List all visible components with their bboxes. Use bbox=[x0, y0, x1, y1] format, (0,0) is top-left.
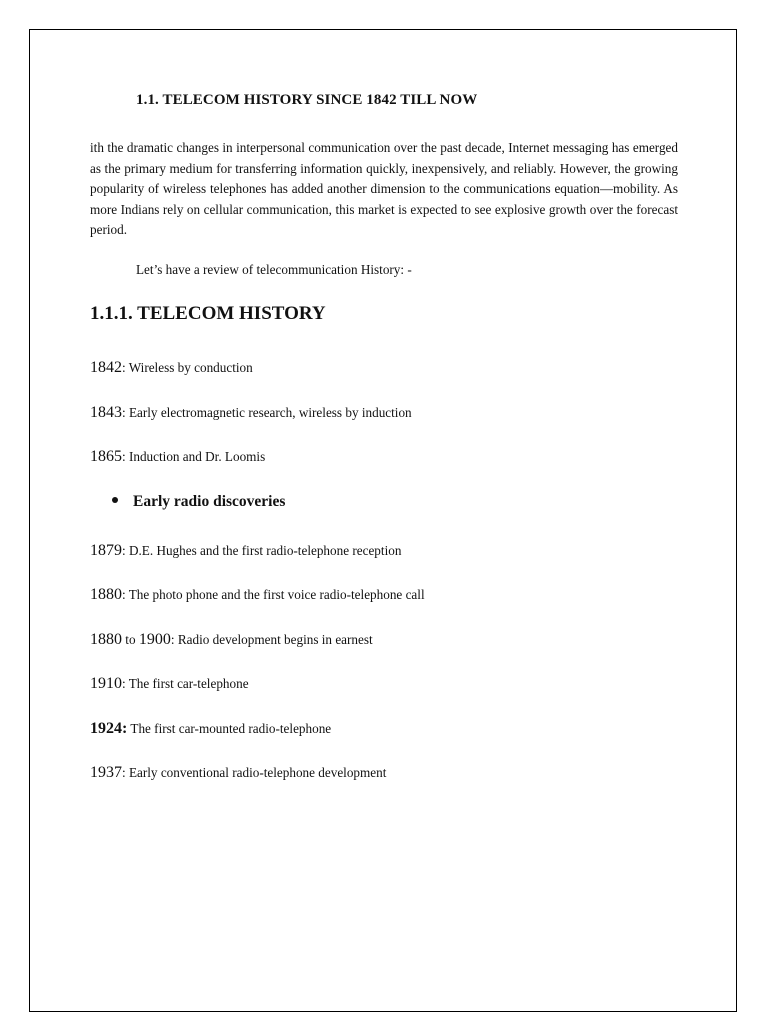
subsection-title: 1.1.1. TELECOM HISTORY bbox=[90, 303, 326, 324]
timeline-text: Early conventional radio-telephone development bbox=[125, 765, 387, 780]
timeline-year: 1880 bbox=[90, 631, 122, 648]
timeline-year: 1910 bbox=[90, 675, 122, 692]
bullet-heading bbox=[112, 493, 285, 511]
timeline-entry bbox=[90, 675, 249, 693]
timeline-text: Early electromagnetic research, wireless by induction bbox=[125, 405, 412, 420]
timeline-separator: : bbox=[122, 405, 126, 420]
timeline-separator: : bbox=[122, 449, 126, 464]
timeline-separator: : bbox=[122, 765, 126, 780]
bullet-heading-label: Early radio discoveries bbox=[133, 493, 286, 510]
timeline-entry bbox=[90, 542, 401, 560]
timeline-year: 1937 bbox=[90, 764, 122, 781]
timeline-entry bbox=[90, 448, 265, 466]
timeline-text: Radio development begins in earnest bbox=[174, 632, 373, 647]
timeline-text: The first car-telephone bbox=[125, 676, 249, 691]
timeline-entry bbox=[90, 359, 253, 377]
timeline-year: 1879 bbox=[90, 542, 122, 559]
timeline-text: The first car-mounted radio-telephone bbox=[127, 721, 332, 736]
timeline-entry bbox=[90, 404, 412, 422]
intro-paragraph: ith the dramatic changes in interpersonal communication over the past decade, Internet messaging has emerged as the primary medium for transferring information quickly, inexpensively, and reliably. However, the growing popularity of wireless telephones has added another dimension to the communications equation—mobility. As more Indians rely on cellular communication, this market is expected to see explosive growth over the forecast period. bbox=[90, 140, 678, 237]
timeline-entry bbox=[90, 586, 425, 604]
timeline-separator: : bbox=[122, 676, 126, 691]
timeline-separator: : bbox=[122, 360, 126, 375]
timeline-entry bbox=[90, 764, 386, 782]
timeline-year: 1880 bbox=[90, 586, 122, 603]
timeline-joiner: to bbox=[122, 632, 139, 647]
timeline-entry bbox=[90, 631, 373, 649]
timeline-year: 1842 bbox=[90, 359, 122, 376]
timeline-year: 1843 bbox=[90, 404, 122, 421]
timeline-entry bbox=[90, 720, 331, 738]
timeline-separator: : bbox=[170, 632, 175, 647]
section-title: 1.1. TELECOM HISTORY SINCE 1842 TILL NOW bbox=[136, 92, 478, 108]
review-line: Let’s have a review of telecommunication History: - bbox=[136, 262, 412, 277]
timeline-text: Wireless by conduction bbox=[125, 360, 253, 375]
timeline-separator: : bbox=[122, 543, 126, 558]
document-page bbox=[29, 29, 737, 1012]
bullet-icon bbox=[112, 497, 118, 503]
timeline-year: 1865 bbox=[90, 448, 122, 465]
timeline-text: D.E. Hughes and the first radio-telephone reception bbox=[125, 543, 402, 558]
timeline-text: Induction and Dr. Loomis bbox=[125, 449, 266, 464]
timeline-year-end: 1900 bbox=[138, 631, 171, 648]
timeline-year: 1924: bbox=[90, 720, 128, 737]
timeline-separator: : bbox=[122, 587, 126, 602]
timeline-text: The photo phone and the first voice radio-telephone call bbox=[125, 587, 425, 602]
